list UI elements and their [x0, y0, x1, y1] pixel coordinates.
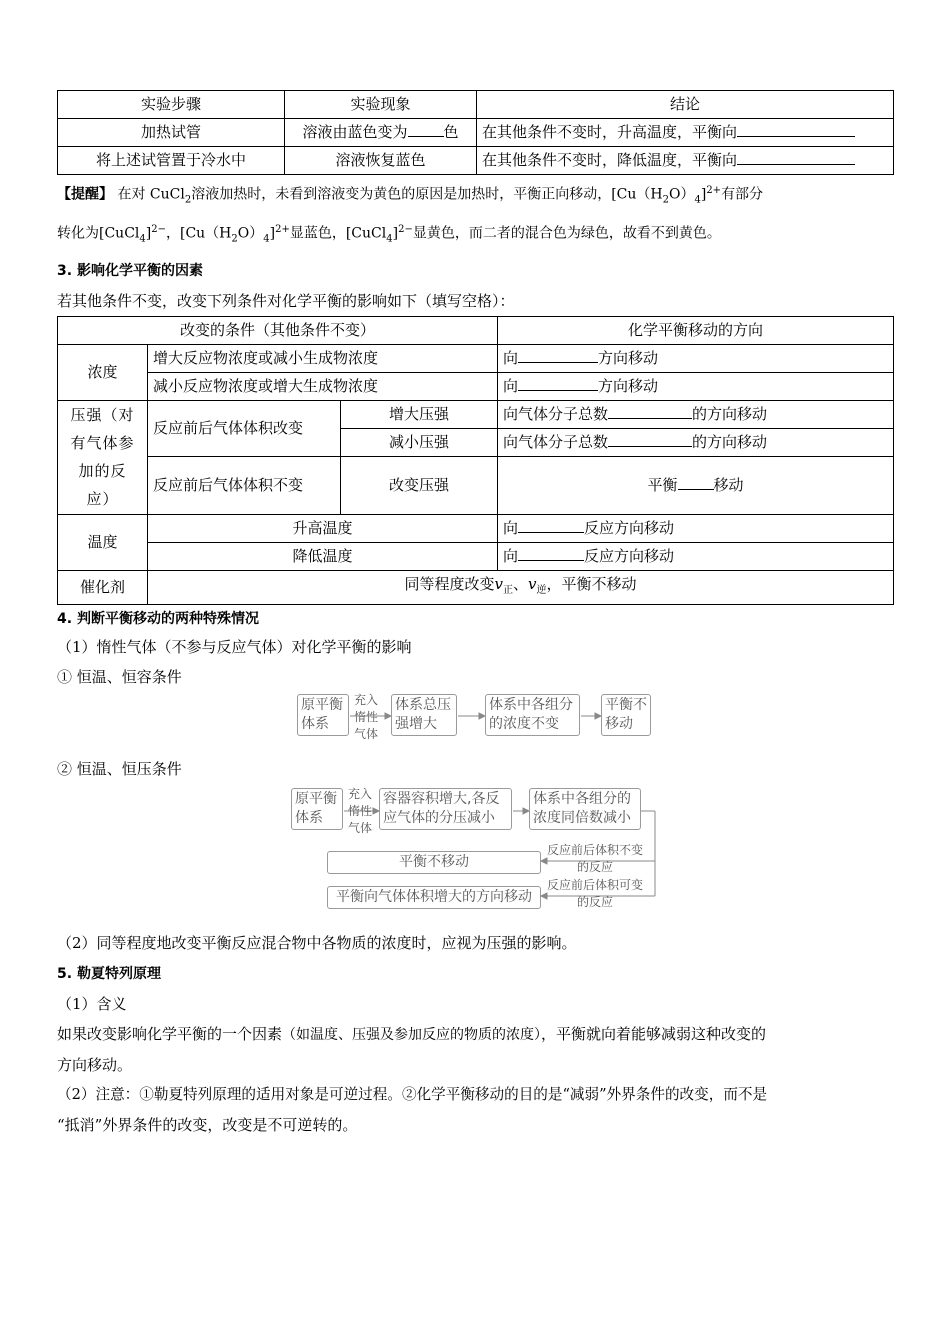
- table-row: [58, 316, 894, 344]
- dir-text: 向: [503, 546, 519, 565]
- hint-sup: 2−: [398, 224, 413, 236]
- section-4-heading: [57, 605, 893, 632]
- def-text-example: （如温度、压强及参加反应的物质的浓度）: [282, 1026, 542, 1043]
- hint-text: 转化为[CuCl: [57, 226, 140, 243]
- section-number: 3: [57, 262, 67, 279]
- blank: [678, 475, 714, 490]
- factors-table: [57, 316, 894, 605]
- experiment-table: [57, 90, 894, 175]
- dir-text: 向气体分子总数: [503, 432, 609, 451]
- section-5-sub1: （1）含义: [57, 994, 127, 1013]
- pressure-text: 压强（对有气体参加的反应）: [70, 406, 135, 509]
- blank: [518, 348, 598, 363]
- condition-cell: 减小压强: [341, 428, 498, 456]
- hint-text: ，[Cu（H: [165, 226, 232, 243]
- dir-text: 方向移动: [598, 376, 659, 395]
- catalyst-effect-cell: [148, 570, 894, 604]
- condition-cell: 增大反应物浓度或减小生成物浓度: [148, 344, 498, 372]
- cat-text: 、: [512, 574, 528, 593]
- hint-sub: 4: [263, 233, 270, 245]
- table-row: [58, 91, 894, 119]
- temperature-cell: 温度: [58, 514, 148, 570]
- section-3-intro: 若其他条件不变，改变下列条件对化学平衡的影响如下（填写空格）：: [57, 291, 515, 310]
- box-original-system: 原平衡体系: [291, 788, 343, 830]
- hint-text: O）: [668, 186, 695, 203]
- page: [57, 90, 893, 1140]
- header-step: 实验步骤: [58, 91, 285, 119]
- dir-text: 的方向移动: [692, 404, 768, 423]
- table-row: [58, 514, 894, 542]
- section-3-heading: [57, 255, 893, 286]
- table-row: [58, 400, 894, 428]
- v-symbol: v: [528, 574, 537, 593]
- v-symbol: v: [494, 574, 503, 593]
- section-number: 4: [57, 610, 67, 627]
- direction-cell: [498, 344, 894, 372]
- hint-sup: 2−: [151, 224, 166, 236]
- box-concentration-decrease: 体系中各组分的浓度同倍数减小: [529, 788, 641, 830]
- arrow-label-inert-gas: 充入惰性气体: [353, 692, 378, 741]
- condition-cell: 反应前后气体体积不变: [148, 456, 341, 514]
- dir-text: 反应方向移动: [584, 518, 675, 537]
- dir-text: 方向移动: [598, 348, 659, 367]
- direction-cell: [498, 542, 894, 570]
- blank: [518, 546, 584, 561]
- concl-text: 在其他条件不变时，升高温度，平衡向: [482, 123, 738, 141]
- condition-cell: 降低温度: [148, 542, 498, 570]
- table-row: [58, 570, 894, 604]
- blank: [518, 518, 584, 533]
- header-phenomenon: 实验现象: [285, 91, 477, 119]
- dir-text: 向: [503, 348, 519, 367]
- hint-text: ]: [700, 186, 707, 203]
- flow-diagram-constant-volume: [57, 692, 893, 754]
- cat-text: 同等程度改变: [404, 574, 495, 593]
- hint-text: ]: [269, 226, 276, 243]
- concl-text: 在其他条件不变时，降低温度，平衡向: [482, 151, 738, 169]
- hint-sub: 4: [139, 233, 146, 245]
- table-row: [58, 542, 894, 570]
- label-volume-variable: 反应前后体积可变的反应: [547, 877, 644, 909]
- hint-text: 在对 CuCl: [117, 186, 185, 203]
- hint-sup: 2+: [706, 185, 722, 196]
- section-4-case1: ① 恒温、恒容条件: [57, 667, 182, 686]
- hint-line-2: [57, 215, 893, 254]
- condition-cell: 增大压强: [341, 400, 498, 428]
- table-row: [58, 456, 894, 514]
- box-pressure-increase: 体系总压强增大: [391, 694, 457, 736]
- phenomenon-cell: [285, 119, 477, 147]
- blank: [408, 122, 444, 137]
- step-cell: 加热试管: [58, 119, 285, 147]
- blank: [608, 404, 692, 419]
- blank: [737, 150, 855, 165]
- hint-sub: 2: [231, 233, 238, 245]
- hint-text: 显蓝色，[CuCl: [289, 226, 387, 243]
- arrow-label-inert-gas: 充入惰性气体: [347, 786, 372, 835]
- hint-sup: 2+: [275, 224, 290, 236]
- section-5-heading: [57, 958, 893, 989]
- hint-text: ]: [392, 226, 399, 243]
- flow-diagram-constant-pressure: [57, 784, 893, 928]
- direction-cell: [498, 428, 894, 456]
- dir-text: 反应方向移动: [584, 546, 675, 565]
- section-title: . 判断平衡移动的两种特殊情况: [66, 610, 259, 627]
- dir-text: 的方向移动: [692, 432, 768, 451]
- condition-cell: 升高温度: [148, 514, 498, 542]
- def-text: 如果改变影响化学平衡的一个因素: [57, 1024, 283, 1043]
- header-condition: 改变的条件（其他条件不变）: [58, 316, 498, 344]
- dir-text: 向: [503, 518, 519, 537]
- step-cell: 将上述试管置于冷水中: [58, 147, 285, 175]
- box-original-system: 原平衡体系: [297, 694, 349, 736]
- section-title: . 勒夏特列原理: [66, 965, 161, 982]
- box-volume-increase: 容器容积增大,各反应气体的分压减小: [379, 788, 512, 830]
- hint-line-1: [57, 176, 893, 215]
- table-row: [58, 119, 894, 147]
- phen-suffix: 色: [443, 123, 459, 141]
- cat-text: ，平衡不移动: [546, 574, 637, 593]
- direction-cell: [498, 400, 894, 428]
- section-4-sub1: （1）惰性气体（不参与反应气体）对化学平衡的影响: [57, 637, 412, 656]
- section-5-definition: [57, 1019, 893, 1050]
- concentration-cell: 浓度: [58, 344, 148, 400]
- direction-cell: [498, 514, 894, 542]
- dir-text: 移动: [713, 475, 744, 494]
- section-number: 5: [57, 965, 67, 982]
- box-shift-to-larger-volume: 平衡向气体体积增大的方向移动: [327, 886, 541, 909]
- hint-sub: 2: [662, 194, 669, 206]
- blank: [518, 376, 598, 391]
- condition-cell: 减小反应物浓度或增大生成物浓度: [148, 372, 498, 400]
- dir-text: 向: [503, 376, 519, 395]
- condition-cell: 改变压强: [341, 456, 498, 514]
- section-5-note-2: “抵消”外界条件的改变，改变是不可逆转的。: [57, 1115, 358, 1134]
- condition-cell: 反应前后气体体积改变: [148, 400, 341, 456]
- hint-text: ]: [145, 226, 152, 243]
- section-5-definition-cont: 方向移动。: [57, 1055, 133, 1074]
- blank: [737, 122, 855, 137]
- box-concentration-unchanged: 体系中各组分的浓度不变: [485, 694, 580, 736]
- hint-sub: 4: [694, 194, 701, 206]
- dir-text: 向气体分子总数: [503, 404, 609, 423]
- table-row: [58, 372, 894, 400]
- dir-text: 平衡: [647, 475, 678, 494]
- hint-sub: 2: [184, 194, 192, 206]
- def-text: ，平衡就向着能够减弱这种改变的: [541, 1024, 767, 1043]
- v-sub: 正: [502, 584, 513, 596]
- header-direction: 化学平衡移动的方向: [498, 316, 894, 344]
- header-conclusion: 结论: [477, 91, 894, 119]
- section-4-case2: ② 恒温、恒压条件: [57, 759, 182, 778]
- blank: [608, 432, 692, 447]
- phen-text: 溶液由蓝色变为: [302, 123, 408, 141]
- box-no-shift: 平衡不移动: [327, 851, 541, 874]
- section-4-sub2: （2）同等程度地改变平衡反应混合物中各物质的浓度时，应视为压强的影响。: [57, 933, 577, 952]
- phenomenon-cell: 溶液恢复蓝色: [285, 147, 477, 175]
- pressure-cell: [58, 400, 148, 514]
- hint-sub: 4: [386, 233, 393, 245]
- direction-cell: [498, 372, 894, 400]
- conclusion-cell: [477, 147, 894, 175]
- box-no-shift: 平衡不移动: [601, 694, 651, 736]
- conclusion-cell: [477, 119, 894, 147]
- label-volume-unchanged: 反应前后体积不变的反应: [547, 842, 644, 874]
- hint-text: 有部分: [721, 186, 764, 203]
- table-row: [58, 344, 894, 372]
- table-row: [58, 147, 894, 175]
- v-sub: 逆: [536, 584, 547, 596]
- hint-label: 【提醒】: [57, 186, 113, 203]
- hint-text: 显黄色，而二者的混合色为绿色，故看不到黄色。: [412, 226, 721, 243]
- section-title: . 影响化学平衡的因素: [66, 262, 203, 279]
- section-5-note-1: （2）注意：①勒夏特列原理的适用对象是可逆过程。②化学平衡移动的目的是“减弱”外界条件的改变，而不是: [57, 1085, 768, 1103]
- catalyst-cell: 催化剂: [58, 570, 148, 604]
- hint-text: 溶液加热时，未看到溶液变为黄色的原因是加热时，平衡正向移动，[Cu（H: [191, 186, 663, 203]
- hint-text: O）: [237, 226, 264, 243]
- direction-cell: [498, 456, 894, 514]
